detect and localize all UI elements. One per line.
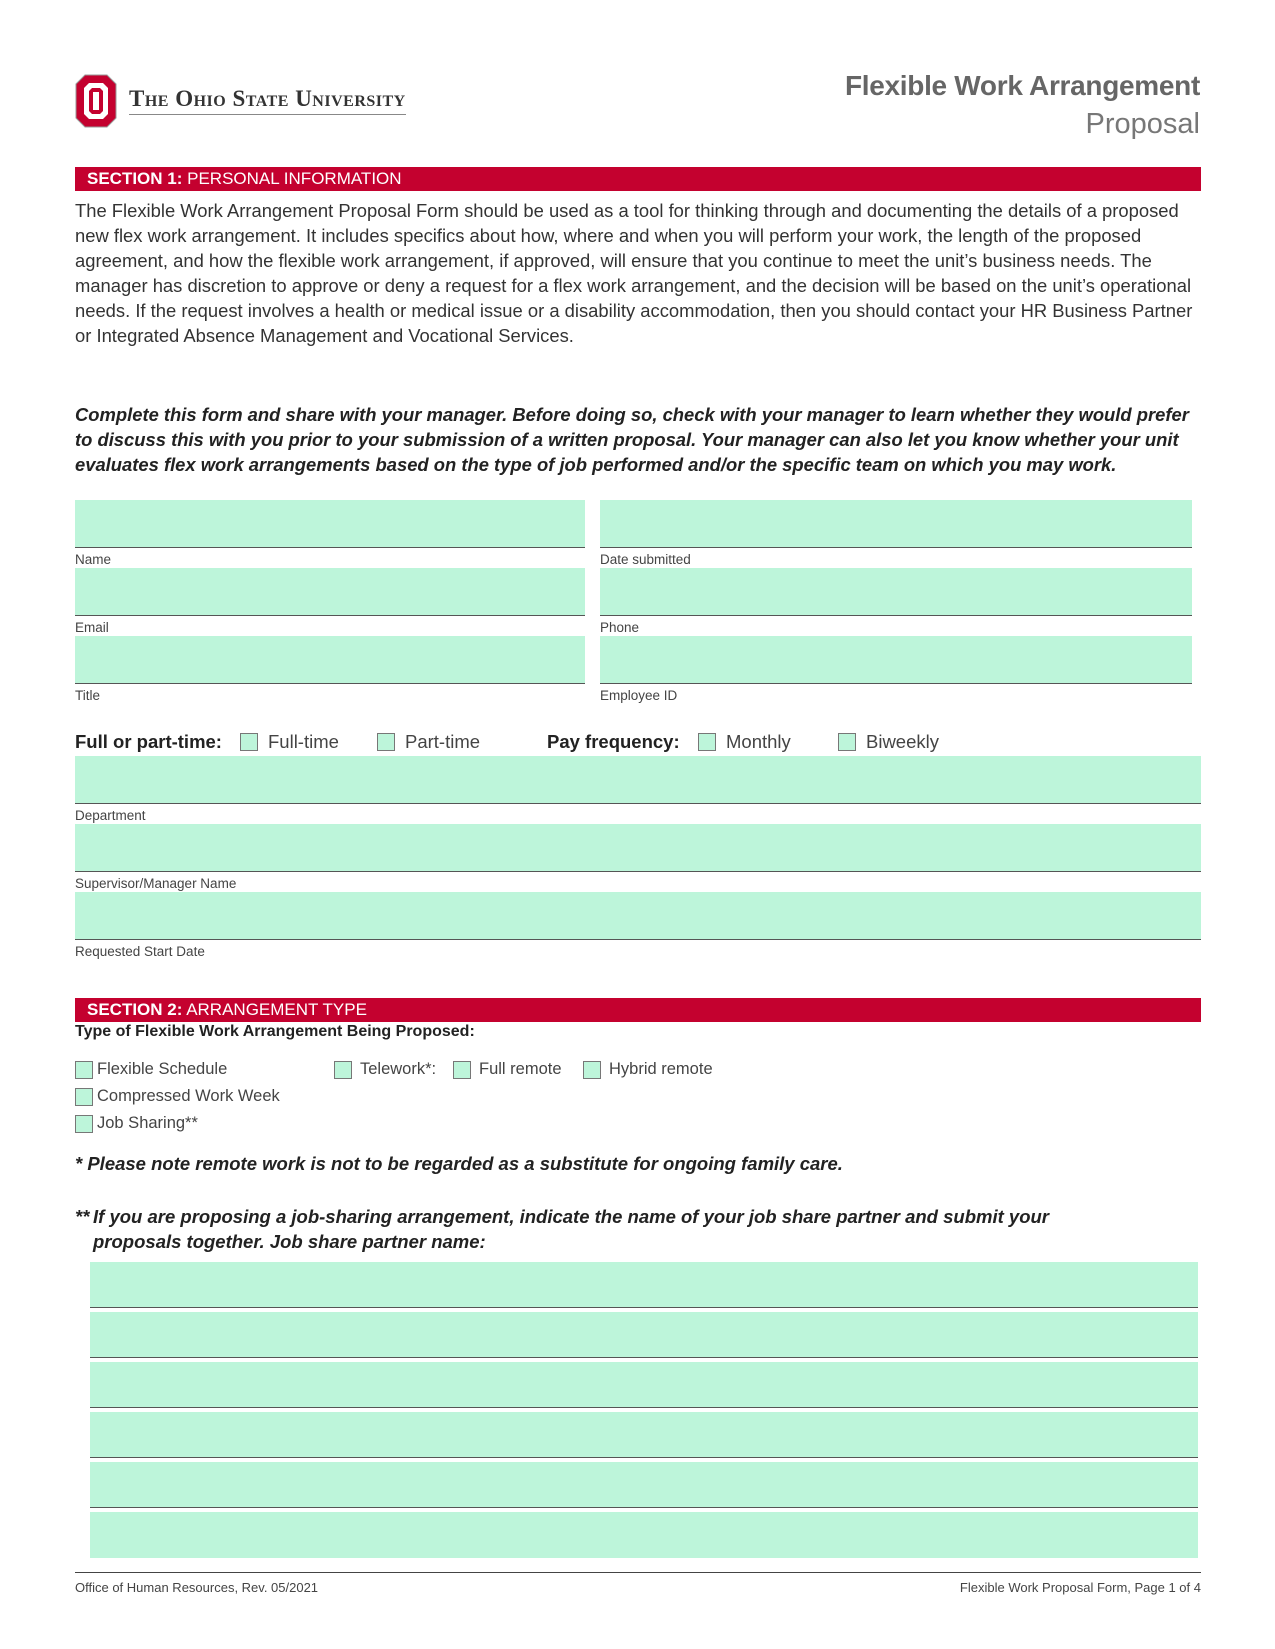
job-share-line-6[interactable]	[90, 1512, 1198, 1558]
department-label: Department	[75, 808, 146, 823]
page-title: Flexible Work Arrangement	[844, 70, 1200, 101]
flexible-schedule-label: Flexible Schedule	[97, 1060, 228, 1078]
part-time-checkbox[interactable]	[377, 733, 395, 751]
instructions-paragraph: Complete this form and share with your manager. Before doing so, check with your manager to learn whether they would prefer to discuss this with you prior to your submission of a written proposal. Your manager can also let you know whether your unit evaluates flex work arrangements based on the type of job performed and/or the specific team on which you may work.	[75, 404, 1189, 475]
job-share-partner-field[interactable]	[90, 1262, 1198, 1308]
footer-divider	[75, 1572, 1201, 1573]
job-sharing-checkbox[interactable]	[75, 1115, 93, 1133]
university-logo	[75, 72, 406, 130]
job-share-line-3[interactable]	[90, 1362, 1198, 1408]
job-sharing-label: Job Sharing**	[97, 1114, 198, 1132]
section1-title: PERSONAL INFORMATION	[182, 169, 402, 188]
phone-field[interactable]	[600, 568, 1192, 616]
title-field[interactable]	[75, 636, 585, 684]
section1-header	[75, 167, 1201, 191]
full-remote-label: Full remote	[479, 1060, 562, 1078]
part-time-label: Part-time	[405, 731, 481, 752]
date-submitted-label: Date submitted	[600, 552, 691, 567]
intro-paragraph: The Flexible Work Arrangement Proposal Form should be used as a tool for thinking through and documenting the details of a proposed new flex work arrangement. It includes specifics about how, where and when you will perform your work, the length of the proposed agreement, and how the flexible work arrangement, if approved, will ensure that you continue to meet the unit’s business needs. The manager has discretion to approve or deny a request for a flex work arrangement, and the decision will be based on the unit’s operational needs. If the request involves a health or medical issue or a disability accommodation, then you should contact your HR Business Partner or Integrated Absence Management and Vocational Services.	[75, 200, 1193, 346]
hybrid-remote-checkbox[interactable]	[583, 1061, 601, 1079]
block-o-icon	[75, 74, 117, 128]
telework-label: Telework*:	[360, 1060, 437, 1078]
job-share-line-2[interactable]	[90, 1312, 1198, 1358]
biweekly-checkbox[interactable]	[838, 733, 856, 751]
employee-id-field[interactable]	[600, 636, 1192, 684]
footer-left: Office of Human Resources, Rev. 05/2021	[75, 1580, 319, 1595]
date-submitted-field[interactable]	[600, 500, 1192, 548]
department-field[interactable]	[75, 756, 1201, 804]
employment-type-label: Full or part-time:	[75, 731, 222, 752]
monthly-label: Monthly	[726, 731, 791, 752]
flexible-schedule-checkbox[interactable]	[75, 1061, 93, 1079]
supervisor-label: Supervisor/Manager Name	[75, 876, 237, 891]
email-field[interactable]	[75, 568, 585, 616]
phone-label: Phone	[600, 620, 640, 635]
section2-title: ARRANGEMENT TYPE	[182, 1000, 367, 1019]
full-time-label: Full-time	[268, 731, 339, 752]
compressed-week-checkbox[interactable]	[75, 1088, 93, 1106]
remote-work-note: * Please note remote work is not to be regarded as a substitute for ongoing family care.	[75, 1153, 843, 1174]
job-share-line-4[interactable]	[90, 1412, 1198, 1458]
job-share-line-5[interactable]	[90, 1462, 1198, 1508]
university-name: The Ohio State University	[129, 87, 406, 115]
compressed-week-label: Compressed Work Week	[97, 1087, 280, 1105]
page-subtitle: Proposal	[1085, 108, 1200, 140]
name-label: Name	[75, 552, 112, 567]
arrangement-type-heading: Type of Flexible Work Arrangement Being Proposed:	[75, 1023, 475, 1040]
footer-right: Flexible Work Proposal Form, Page 1 of 4	[959, 1580, 1201, 1595]
employee-id-label: Employee ID	[600, 688, 678, 703]
supervisor-field[interactable]	[75, 824, 1201, 872]
hybrid-remote-label: Hybrid remote	[609, 1060, 713, 1078]
job-share-note-line2: proposals together. Job share partner name:	[93, 1231, 486, 1252]
title-label: Title	[75, 688, 101, 703]
telework-checkbox[interactable]	[334, 1061, 352, 1079]
full-remote-checkbox[interactable]	[453, 1061, 471, 1079]
full-time-checkbox[interactable]	[240, 733, 258, 751]
name-field[interactable]	[75, 500, 585, 548]
pay-frequency-label: Pay frequency:	[547, 731, 680, 752]
monthly-checkbox[interactable]	[698, 733, 716, 751]
email-label: Email	[75, 620, 109, 635]
start-date-label: Requested Start Date	[75, 944, 205, 959]
biweekly-label: Biweekly	[866, 731, 939, 752]
job-share-note-line1: If you are proposing a job-sharing arrangement, indicate the name of your job share partner and submit your	[93, 1206, 1049, 1227]
job-share-note-marker: **	[75, 1206, 90, 1227]
section2-header	[75, 998, 1201, 1022]
section1-number: SECTION 1:	[87, 169, 183, 188]
section2-number: SECTION 2:	[87, 1000, 183, 1019]
start-date-field[interactable]	[75, 892, 1201, 940]
